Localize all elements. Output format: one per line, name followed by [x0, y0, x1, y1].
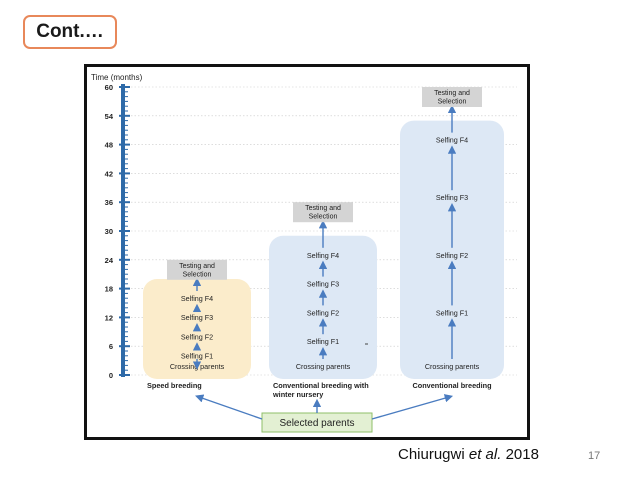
stage-label: Crossing parents	[169, 362, 225, 371]
stage-label: Selfing F4	[435, 135, 469, 145]
tick-label: 12	[104, 313, 113, 323]
stage-label: Selfing F1	[306, 337, 340, 347]
column-caption: Conventional breeding	[412, 381, 492, 390]
stage-label: Selfing F1	[435, 308, 469, 318]
tick-label: 30	[104, 227, 113, 236]
stage-label: Selfing F4	[180, 294, 214, 303]
stage-label: Selfing F2	[306, 308, 340, 318]
stage-label: Selfing F4	[306, 250, 340, 260]
tick-label: 54	[104, 111, 113, 121]
testing-label: Selection	[308, 213, 338, 221]
citation-year: 2018	[505, 446, 539, 463]
breeding-timeline-diagram	[87, 67, 527, 437]
testing-label: Selection	[437, 98, 467, 106]
column-caption: Conventional breeding with	[273, 381, 369, 390]
stage-label: Selfing F3	[306, 279, 340, 289]
parents-arrow-conventional	[372, 397, 449, 419]
stage-label: Crossing parents	[295, 362, 351, 371]
column-caption: Speed breeding	[147, 381, 202, 390]
tick-label: 24	[104, 255, 113, 265]
axis-title: Time (months)	[91, 73, 143, 82]
page-number: 17	[588, 450, 601, 462]
stage-label: Selfing F3	[435, 193, 469, 203]
selected-parents-label: Selected parents	[279, 418, 355, 429]
tick-label: 0	[108, 371, 113, 380]
tick-label: 60	[104, 83, 113, 92]
tick-label: 36	[104, 198, 113, 208]
stage-label: Selfing F3	[180, 313, 214, 323]
column-caption: winter nursery	[273, 390, 324, 399]
stage-label: Selfing F2	[180, 332, 214, 342]
parents-arrow-speed	[199, 397, 262, 419]
tick-label: 18	[104, 284, 113, 294]
stage-label: Selfing F2	[435, 250, 469, 260]
stage-label: Selfing F1	[180, 351, 214, 361]
tick-label: 48	[104, 140, 113, 150]
breeding-timeline-figure	[84, 64, 530, 440]
citation	[398, 446, 539, 463]
testing-label: Selection	[182, 271, 212, 279]
slide-title: Cont.…	[23, 15, 117, 49]
testing-label: Testing and	[305, 205, 341, 213]
tick-label: 6	[108, 342, 113, 352]
citation-author: Chiurugwi	[398, 446, 465, 463]
stage-label: Crossing parents	[424, 362, 480, 371]
testing-label: Testing and	[434, 90, 470, 97]
citation-etal: et al.	[468, 446, 502, 463]
tick-label: 42	[104, 169, 113, 179]
testing-label: Testing and	[179, 262, 215, 270]
